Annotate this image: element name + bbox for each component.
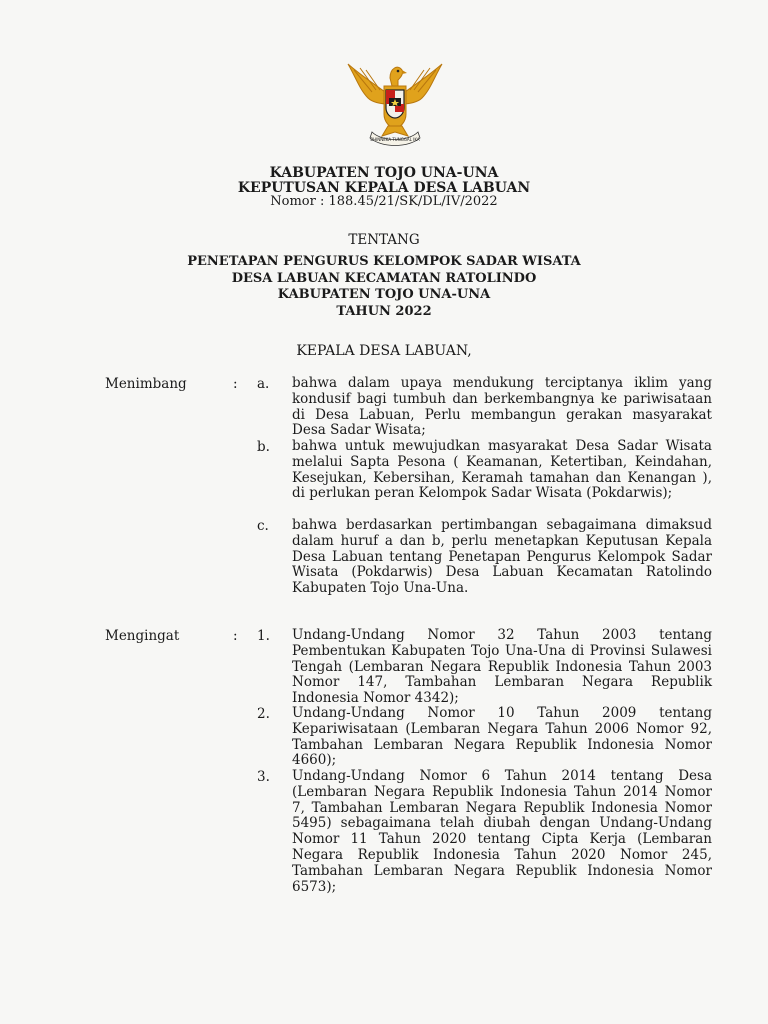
title-line: DESA LABUAN KECAMATAN RATOLINDO (231, 270, 537, 286)
mengingat-marker-3: 3. (257, 769, 270, 785)
mengingat-label: Mengingat (105, 628, 180, 644)
menimbang-item-c: bahwa berdasarkan pertimbangan sebagaimana dimaksud dalam huruf a dan b, perlu menetapkan Keputusan Kepala Desa Labuan tentang Penetapan Pengurus Kelompok Sadar Wisata (Pokdarwis) Desa Labuan Kecamatan Ratolindo Kabupaten Tojo Una-Una. (292, 517, 712, 597)
decree-title (0, 254, 768, 320)
menimbang-colon: : (233, 376, 238, 392)
mengingat-marker-1: 1. (257, 628, 270, 644)
garuda-pancasila-emblem-icon (342, 56, 448, 148)
mengingat-item-3: Undang-Undang Nomor 6 Tahun 2014 tentang Desa (Lembaran Negara Republik Indonesia Tahun 2014 Nomor 7, Tambahan Lembaran Negara Republik Indonesia Nomor 5495) sebagaimana telah diubah dengan Undang-Undang Nomor 11 Tahun 2020 tentang Cipta Kerja (Lembaran Negara Republik Indonesia Tahun 2020 Nomor 245, Tambahan Lembaran Negara Republik Indonesia Nomor 6573); (292, 768, 712, 895)
title-line: TAHUN 2022 (336, 303, 432, 319)
kepala-desa-heading: KEPALA DESA LABUAN, (296, 343, 472, 359)
menimbang-marker-b: b. (257, 439, 270, 455)
menimbang-marker-c: c. (257, 518, 269, 534)
menimbang-label: Menimbang (105, 376, 187, 392)
mengingat-item-1: Undang-Undang Nomor 32 Tahun 2003 tentang Pembentukan Kabupaten Tojo Una-Una di Provinsi Sulawesi Tengah (Lembaran Negara Republik Indonesia Tahun 2003 Nomor 147, Tambahan Lembaran Negara Republik Indonesia Nomor 4342); (292, 627, 712, 707)
mengingat-item-2: Undang-Undang Nomor 10 Tahun 2009 tentang Kepariwisataan (Lembaran Negara Tahun 2006 Nomor 92, Tambahan Lembaran Negara Republik Indonesia Nomor 4660); (292, 705, 712, 769)
title-line: PENETAPAN PENGURUS KELOMPOK SADAR WISATA (187, 254, 581, 269)
decree-heading: KEPUTUSAN KEPALA DESA LABUAN (237, 180, 531, 196)
emblem-motto: BHINNEKA TUNGGAL IKA (370, 137, 420, 142)
mengingat-marker-2: 2. (257, 706, 270, 722)
tentang-heading: TENTANG (348, 232, 420, 248)
mengingat-colon: : (233, 628, 238, 644)
menimbang-marker-a: a. (257, 376, 270, 392)
regency-name: KABUPATEN TOJO UNA-UNA (269, 165, 499, 181)
decree-number: Nomor : 188.45/21/SK/DL/IV/2022 (270, 194, 498, 209)
title-line: KABUPATEN TOJO UNA-UNA (277, 287, 491, 302)
menimbang-item-a: bahwa dalam upaya mendukung terciptanya iklim yang kondusif bagi tumbuh dan berkembangnya ke pariwisataan di Desa Labuan, Perlu membangun gerakan masyarakat Desa Sadar Wisata; (292, 375, 712, 439)
menimbang-item-b: bahwa untuk mewujudkan masyarakat Desa Sadar Wisata melalui Sapta Pesona ( Keamanan, Ketertiban, Keindahan, Kesejukan, Kebersihan, Keramah tamahan dan Kenangan ), di perlukan peran Kelompok Sadar Wisata (Pokdarwis); (292, 438, 712, 502)
